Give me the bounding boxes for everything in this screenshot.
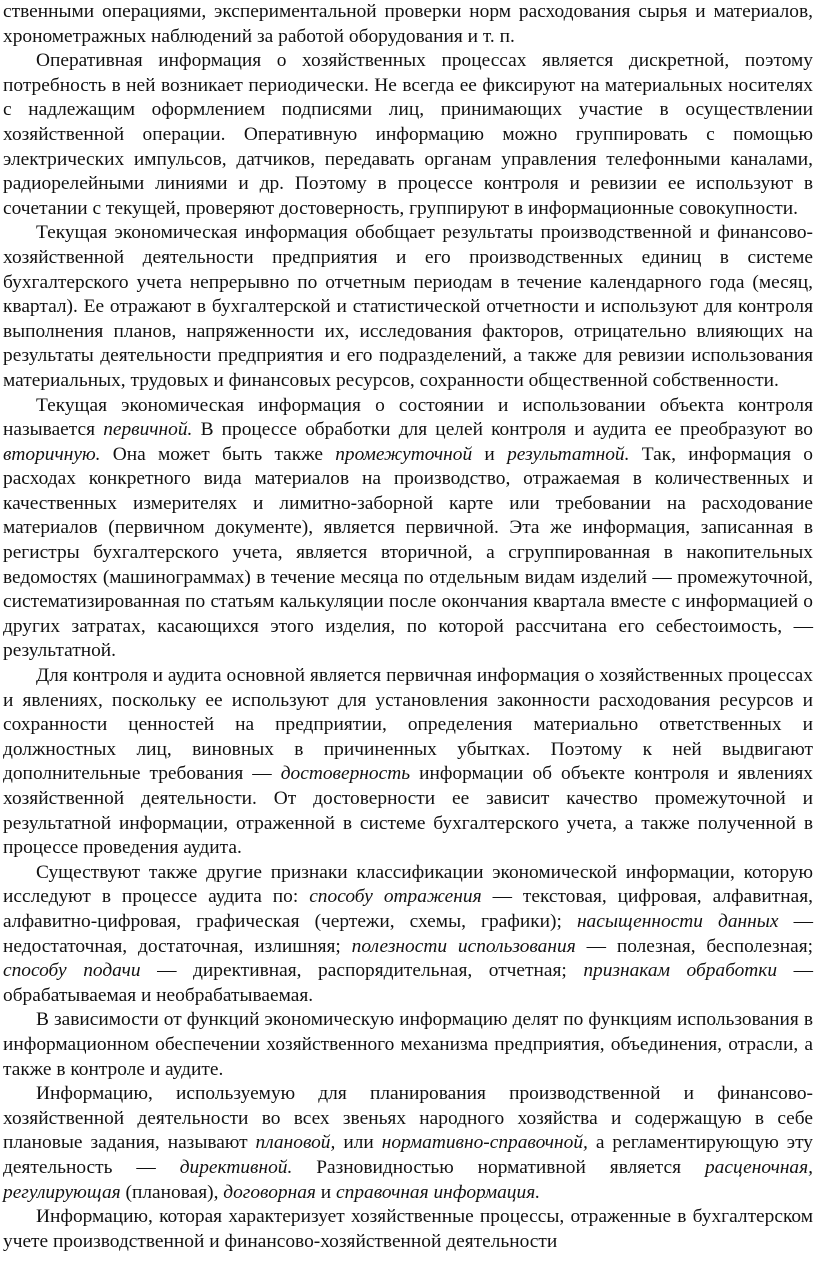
text-run: Существуют также другие признаки классификации экономической информации, которую исследуют в процессе аудита по:: [3, 861, 813, 908]
italic-term: результатной.: [507, 443, 630, 465]
italic-term: нормативно-справочной,: [381, 1132, 588, 1154]
paragraph: [3, 1205, 813, 1254]
paragraph: [3, 0, 813, 49]
italic-term: признакам обработки: [583, 960, 778, 982]
text-run: — недостаточная, достаточная, излишняя;: [3, 910, 813, 957]
italic-term: плановой,: [255, 1132, 336, 1154]
paragraph: [3, 394, 813, 665]
text-run: — директивная, распорядительная, отчетная;: [140, 960, 584, 982]
text-run: — полезная, бесполезная;: [575, 935, 814, 957]
italic-term: насыщенности данных: [576, 910, 779, 932]
paragraph: [3, 1008, 813, 1082]
italic-term: способу подачи: [3, 960, 141, 982]
text-run: и: [315, 1181, 337, 1203]
text-run: а регламентирующую эту деятельность —: [3, 1132, 813, 1178]
text-run: Для контроля и аудита основной является первичная информация о хозяйственных процессах и явлениях, поскольку ее используют для установления законности расходования ресурсов и сохранности ценностей на предприятии, определения материально ответственных и должностных лиц, виновных в причиненных убытках. Поэтому к ней выдвигают дополнительные требования —: [3, 665, 813, 785]
text-run: Оперативная информация о хозяйственных процессах является дискретной, поэтому потребность в ней возникает периодически. Не всегда ее фиксируют на материальных носителях с надлежащим оформлением подписями лиц, принимающих участие в осуществлении хозяйственной операции. Оперативную информацию можно группировать с помощью электрических импульсов, датчиков, передавать органам управления телефонными каналами, радиорелейными линиями и др. Поэтому в процессе контроля и ревизии ее используют в сочетании с текущей, проверяют достоверность, группируют в информационные совокупности.: [3, 50, 813, 219]
text-run: Так, информация о расходах конкретного вида материалов на производство, отражаемая в количественных и качественных измерителях и лимитно-заборной карте или требовании на расходование материалов (первичном документе), является первичной. Эта же информация, записанная в регистры бухгалтерского учета, является вторичной, а сгруппированная в накопительных ведомостях (машинограммах) в течение месяца по отдельным видам изделий — промежуточной, систематизированная по статьям калькуляции после окончания квартала вместе с информацией о других затратах, касающихся этого изделия, по которой рассчитана его себестоимость, — результатной.: [3, 443, 813, 662]
italic-term: вторичную.: [3, 443, 101, 465]
italic-term: промежуточной: [335, 443, 473, 465]
italic-term: первичной.: [103, 419, 193, 441]
text-run: В зависимости от функций экономическую информацию делят по функциям использования в информационном обеспечении хозяйственного механизма предприятия, объединения, отрасли, а также в контроле и аудите.: [3, 1009, 813, 1080]
paragraph: [3, 49, 813, 221]
paragraph: [3, 1082, 813, 1205]
text-run: Информацию, используемую для планирования производственной и финансово-хозяйственной деятельности во всех звеньях народного хозяйства и содержащую в себе плановые задания, называют: [3, 1083, 813, 1154]
text-run: — текстовая, цифровая, алфавитная, алфавитно-цифровая, графическая (чертежи, схемы, графики);: [3, 886, 813, 932]
text-run: (плановая),: [120, 1181, 224, 1203]
italic-term: директивной.: [179, 1156, 293, 1178]
italic-term: способу отражения: [309, 886, 482, 908]
text-run: информации об объекте контроля и явлениях хозяйственной деятельности. От достоверности ее зависит качество промежуточной и результатной информации, отраженной в системе бухгалтерского учета, а также полученной в процессе проведения аудита.: [3, 763, 813, 859]
text-run: Она может быть также: [100, 443, 336, 465]
text-run: — обрабатываемая и необрабатываемая.: [3, 960, 813, 1006]
paragraph: [3, 861, 813, 1009]
text-run: и: [472, 443, 508, 465]
paragraph: [3, 221, 813, 393]
text-run: или: [335, 1132, 382, 1154]
text-run: Разновидностью нормативной является: [292, 1156, 705, 1178]
text-run: Текущая экономическая информация о состоянии и использовании объекта контроля называется: [3, 394, 813, 441]
paragraph: [3, 664, 813, 861]
italic-term: справочная информация.: [336, 1181, 541, 1203]
text-run: В процессе обработки для целей контроля и аудита ее преобразуют во: [192, 419, 813, 441]
italic-term: расценочная, регулирующая: [3, 1156, 813, 1203]
text-run: Информацию, которая характеризует хозяйственные процессы, отраженные в бухгалтерском учете производственной и финансово-хозяйственной деятельности: [3, 1206, 813, 1252]
italic-term: полезности использования: [351, 935, 576, 957]
italic-term: достоверность: [280, 763, 411, 785]
italic-term: договорная: [223, 1181, 316, 1203]
text-run: ственными операциями, экспериментальной проверки норм расходования сырья и материалов, хронометражных наблюдений за работой оборудования и т. п.: [3, 1, 813, 47]
text-run: Текущая экономическая информация обобщает результаты производственной и финансово-хозяйственной деятельности предприятия и его производственных единиц в системе бухгалтерского учета непрерывно по отчетным периодам в течение календарного года (месяц, квартал). Ее отражают в бухгалтерской и статистической отчетности и используют для контроля выполнения планов, напряженности их, исследования факторов, отрицательно влияющих на результаты деятельности предприятия и его подразделений, а также для ревизии использования материальных, трудовых и финансовых ресурсов, сохранности общественной собственности.: [3, 222, 813, 391]
